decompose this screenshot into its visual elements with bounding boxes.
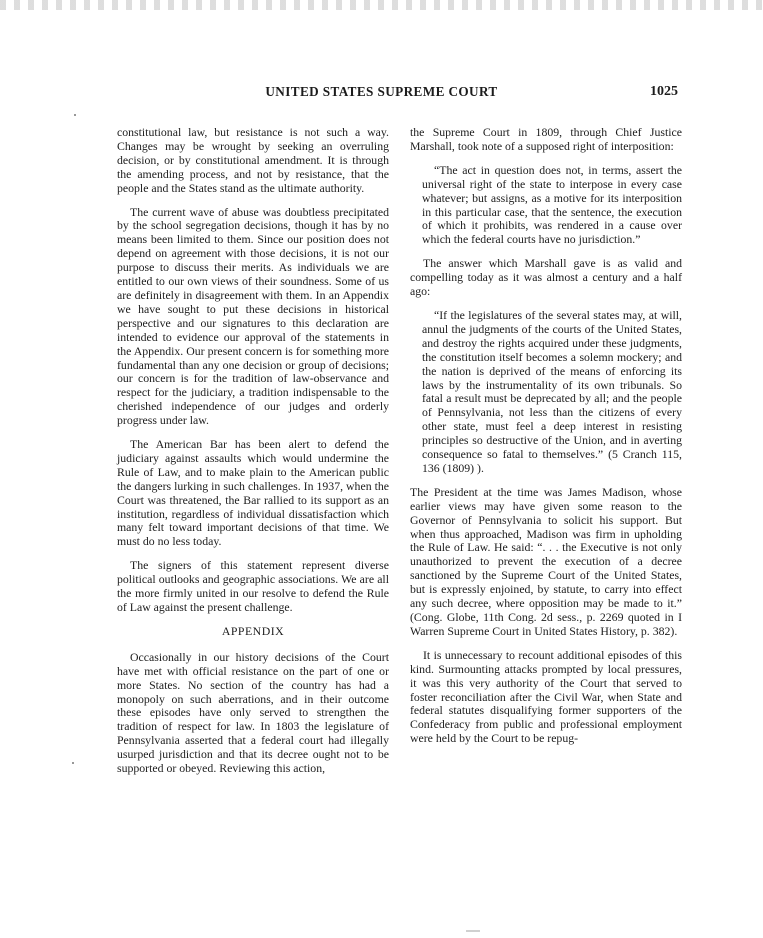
left-column — [117, 126, 389, 786]
paragraph: The answer which Marshall gave is as valid and compelling today as it was almost a century and a half ago: — [410, 256, 682, 299]
right-column — [410, 126, 682, 756]
paragraph: the Supreme Court in 1809, through Chief Justice Marshall, took note of a supposed right of interposition: — [410, 125, 682, 153]
paragraph: Occasionally in our history decisions of the Court have met with official resistance on the part of one or more States. No section of the country has had a monopoly on such aberrations, and in their outcome these episodes have only served to strengthen the tradition of respect for law. In 1803 the legislature of Pennsylvania asserted that a federal court had illegally usurped jurisdiction and that its decree ought not to be supported or obeyed. Reviewing this action, — [117, 649, 389, 776]
paragraph: The President at the time was James Madison, whose earlier views may have given some reason to the Governor of Pennsylvania to solicit his support. But when thus approached, Madison was firm in upholding the Rule of Law. He said: “. . . the Executive is not only unauthorized to prevent the execution of a decree sanctioned by the Supreme Court of the United States, but is expressly enjoined, by statute, to carry into effect any such decree, where opposition may be made to it.” (Cong. Globe, 11th Cong. 2d sess., p. 2269 quoted in I Warren Supreme Court in United States History, p. 382). — [410, 484, 682, 638]
page-number: 1025 — [650, 84, 678, 99]
paragraph: The American Bar has been alert to defend the judiciary against assaults which would undermine the Rule of Law, and to make plain to the American public the dangers lurking in such challenges. In 1937, when the Court was threatened, the Bar rallied to its support as an institution, regardless of individual dissatisfaction which many felt toward important decisions of that time. We must do no less today. — [117, 437, 389, 549]
appendix-heading: APPENDIX — [221, 623, 285, 638]
scan-bottom-artifact — [466, 930, 480, 932]
margin-speck — [74, 114, 76, 116]
scan-edge-artifact — [0, 0, 763, 10]
block-quote: “If the legislatures of the several states may, at will, annul the judgments of the courts of the United States, and destroy the rights acquired under these judgments, the constitution itself becomes a solemn mockery; and the nation is deprived of the means of enforcing its laws by the instrumentality of its own tribunals. So fatal a result must be deprecated by all; and the people of Pennsylvania, not less than the citizens of every other state, must feel a deep interest in resisting principles so destructive of the Union, and in averting consequence so fatal to themselves.” (5 Cranch 115, 136 (1809) ). — [422, 307, 682, 475]
running-header-title: UNITED STATES SUPREME COURT — [265, 84, 498, 99]
margin-speck — [72, 762, 74, 764]
paragraph: constitutional law, but resistance is not such a way. Changes may be wrought by seeking an overruling decision, or by constitutional amendment. It is through the amending process, and not by resistance, that the people and the States stand as the ultimate authority. — [117, 125, 389, 195]
paragraph: The current wave of abuse was doubtless precipitated by the school segregation decisions, though it has by no means been limited to them. Since our position does not depend on agreement with those decisions, it is not our purpose to discuss their merits. As individuals we are entitled to our own views of their soundness. Some of us are definitely in disagreement with them. In an Appendix we have sought to put these decisions in historical perspective and our signatures to this declaration are intended to evidence our approval of the statements in the Appendix. Our present concern is for something more fundamental than any one decision or group of decisions; our concern is for the tradition of law-observance and respect for the judiciary, a tradition indispensable to the cherished independence of our judges and orderly progress under law. — [117, 204, 389, 428]
paragraph: The signers of this statement represent diverse political outlooks and geographic associations. We are all the more firmly united in our resolve to defend the Rule of Law against the present challenge. — [117, 558, 389, 614]
block-quote: “The act in question does not, in terms, assert the universal right of the state to interpose in every case whatever; but assigns, as a motive for its interposition in this particular case, that the sentence, the execution of which it prohibits, was rendered in a cause over which the federal courts have no jurisdiction.” — [422, 162, 682, 247]
paragraph: It is unnecessary to recount additional episodes of this kind. Surmounting attacks prompted by local pressures, it was this very authority of the Court that served to foster reconciliation after the Civil War, when State and federal statutes disqualifying former supporters of the Confederacy from public and professional employment were held by the Court to be repug- — [410, 647, 682, 746]
